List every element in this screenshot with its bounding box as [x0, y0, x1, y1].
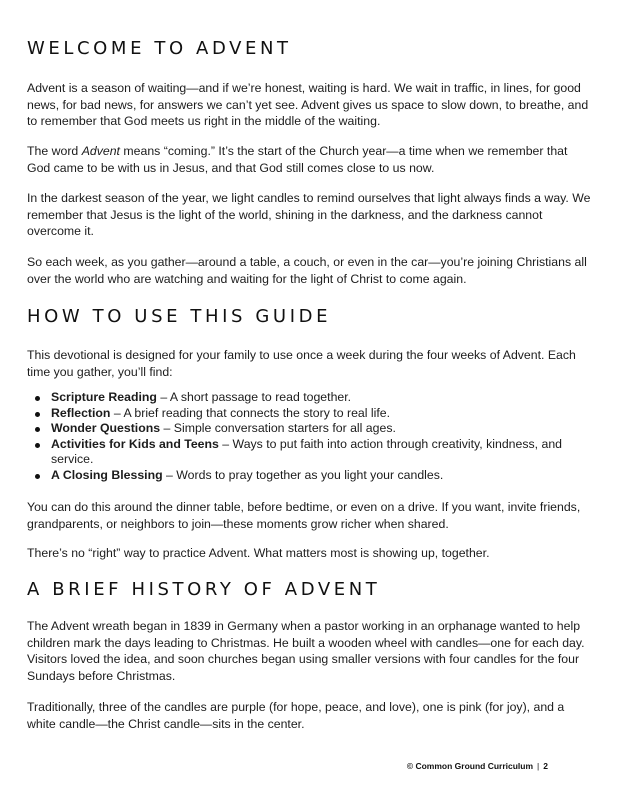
- item-description: – Simple conversation starters for all ages.: [160, 421, 396, 435]
- bullet-icon: [35, 427, 40, 432]
- welcome-p2-after: means “coming.” It’s the start of the Church year—a time when we remember that God came to be with us in Jesus, and that God still comes close to us now.: [27, 144, 568, 175]
- guide-intro: This devotional is designed for your family to use once a week during the four weeks of Advent. Each time you gather, you’ll find:: [27, 348, 576, 379]
- footer-credit: © Common Ground Curriculum: [406, 761, 534, 771]
- bullet-icon: [35, 443, 40, 448]
- item-description: – A brief reading that connects the story to real life.: [110, 405, 391, 420]
- welcome-paragraph-3: In the darkest season of the year, we light candles to remind ourselves that light always finds a way. We remember that Jesus is the light of the world, shining in the darkness, and the darkness cannot overcome it.: [27, 191, 591, 238]
- item-term: Activities for Kids and Teens: [51, 436, 219, 451]
- heading-history: A BRIEF HISTORY OF ADVENT: [27, 579, 381, 600]
- item-description: – A short passage to read together.: [156, 390, 352, 404]
- footer-separator: |: [537, 761, 540, 771]
- page-number: 2: [543, 761, 548, 771]
- list-item: [27, 406, 592, 422]
- guide-paragraph-3: There’s no “right” way to practice Advent. What matters most is showing up, together.: [27, 546, 490, 560]
- guide-list: [27, 390, 592, 483]
- list-item: [27, 390, 592, 406]
- item-term: Wonder Questions: [51, 421, 161, 435]
- advent-emphasis: Advent: [81, 144, 120, 158]
- item-description: – Ways to put faith into action through creativity, kindness, and service.: [51, 436, 563, 466]
- welcome-p2-before: The word: [27, 144, 82, 158]
- bullet-icon: [35, 396, 40, 401]
- item-description: – Words to pray together as you light your candles.: [162, 467, 444, 482]
- item-term: Reflection: [51, 405, 111, 420]
- history-paragraph-1: The Advent wreath began in 1839 in Germany when a pastor working in an orphanage wanted to help children mark the days leading to Christmas. He built a wooden wheel with candles—one for each day. Visitors loved the idea, and soon churches began using smaller versions with four candles for the four Sundays before Christmas.: [27, 619, 585, 683]
- list-item: [27, 468, 592, 484]
- welcome-paragraph-1: Advent is a season of waiting—and if we’re honest, waiting is hard. We wait in traffic, in lines, for good news, for bad news, for answers we can’t yet see. Advent gives us space to slow down, to breathe, and to remember that God meets us right in the middle of the waiting.: [27, 81, 589, 128]
- heading-guide: HOW TO USE THIS GUIDE: [27, 306, 332, 327]
- list-item: [27, 421, 592, 437]
- item-term: Scripture Reading: [51, 390, 157, 404]
- heading-welcome: WELCOME TO ADVENT: [27, 38, 292, 59]
- welcome-paragraph-4: So each week, as you gather—around a table, a couch, or even in the car—you’re joining Christians all over the world who are watching and waiting for the light of Christ to come again.: [27, 255, 587, 286]
- list-item: [27, 437, 592, 468]
- guide-paragraph-2: You can do this around the dinner table, before bedtime, or even on a drive. If you want, invite friends, grandparents, or neighbors to join—these moments grow richer when shared.: [27, 500, 581, 531]
- page-footer: [407, 761, 548, 771]
- bullet-icon: [35, 412, 40, 417]
- welcome-paragraph-2: [27, 143, 592, 176]
- history-paragraph-2: Traditionally, three of the candles are purple (for hope, peace, and love), one is pink (for joy), and a white candle—the Christ candle—sits in the center.: [27, 700, 565, 731]
- bullet-icon: [35, 474, 40, 479]
- item-term: A Closing Blessing: [51, 467, 163, 482]
